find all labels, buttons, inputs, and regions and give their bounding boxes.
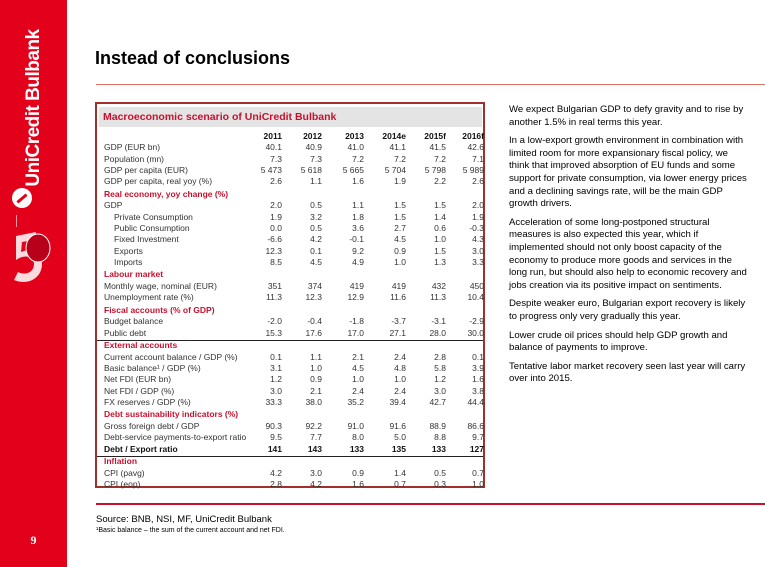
table-row [100,165,483,176]
cell-value: 0.7 [394,479,406,489]
cell-value: 5 989 [462,164,484,175]
cell-value: 9.5 [270,432,282,443]
cell-value: 91.0 [347,421,364,431]
cell-value: 7.7 [310,432,322,443]
cell-value: 8.8 [434,432,446,443]
cell-value: 1.0 [434,234,446,245]
cell-value: -6.6 [267,234,282,245]
cell-value: 2.4 [394,351,406,362]
cell-value: 3.3 [472,256,484,267]
cell-value: 1.2 [270,374,282,385]
cell-value: 0.7 [472,467,484,478]
cell-value: 17.6 [305,327,322,338]
cell-value: 39.4 [389,396,406,407]
cell-value: 12.3 [265,245,282,256]
cell-value: 41.0 [347,142,364,153]
brand-logo [12,8,56,208]
table-row [100,421,483,432]
column-header: 2015f [424,131,446,141]
cell-value: 4.2 [310,234,322,245]
cell-value: 9.2 [352,245,364,256]
cell-value: 41.1 [389,142,406,153]
table-row [100,444,483,455]
cell-value: 7.1 [472,153,484,164]
cell-value: 3.0 [310,467,322,478]
cell-value: 133 [431,443,446,454]
table-row [100,154,483,165]
section-heading: Labour market [104,269,164,280]
cell-value: 2.0 [270,200,282,211]
cell-value: 5.0 [394,432,406,443]
cell-value: 88.9 [429,421,446,431]
row-label: GDP (EUR bn) [104,142,161,153]
title-divider [96,84,765,85]
table-row [100,397,483,408]
cell-value: 3.0 [472,245,484,256]
cell-value: 2.7 [394,222,406,233]
cell-value: 7.3 [310,153,322,164]
row-label: Budget balance [104,316,164,327]
cell-value: 5 798 [424,164,446,175]
cell-value: 0.1 [472,351,484,362]
cell-value: 1.9 [394,176,406,187]
cell-value: 11.3 [430,292,446,303]
row-label: Basic balance¹ / GDP (%) [104,363,201,373]
row-label: GDP [104,200,123,211]
cell-value: 4.5 [310,256,322,267]
row-label: Net FDI (EUR bn) [104,374,172,385]
cell-value: -2.9 [469,316,484,327]
row-label: Population (mn) [104,153,165,164]
section-heading: Real economy, yoy change (%) [104,188,229,199]
column-header: 2016f [462,131,484,141]
cell-value: 1.3 [434,256,446,267]
table-row [100,257,483,268]
cell-value: 4.2 [270,467,282,478]
column-header: 2012 [303,131,322,141]
cell-value: 4.5 [352,363,364,373]
cell-value: 1.5 [394,200,406,211]
commentary-paragraph: In a low-export growth environment in combination with limited room for more expansionary fiscal policy, we think that improved absorption of EU funds and some support for private consumption, via lower energy prices and a declining savings rate, will be the main GDP growth drivers. [509,135,747,210]
cell-value: 10.4 [467,292,484,303]
cell-value: 2.6 [270,176,282,187]
cell-value: 2.6 [472,176,484,187]
cell-value: 143 [307,443,322,454]
cell-value: -3.7 [391,316,406,327]
cell-value: 38.0 [305,396,322,407]
cell-value: -1.8 [349,316,364,327]
column-header: 2011 [263,131,282,141]
page-number: 9 [30,533,37,547]
row-label: FX reserves / GDP (%) [104,396,191,407]
cell-value: 1.8 [352,211,364,222]
cell-value: 0.9 [352,467,364,478]
cell-value: 1.4 [434,211,446,222]
cell-value: 86.6 [467,421,484,431]
cell-value: 28.0 [429,327,446,338]
anniversary-50-years-icon [6,228,56,290]
cell-value: 3.8 [472,385,484,396]
cell-value: 1.0 [394,374,406,385]
column-header: 2013 [345,131,364,141]
cell-value: 7.3 [270,153,282,164]
commentary-paragraph: We expect Bulgarian GDP to defy gravity and to rise by another 1.5% in real terms this year. [509,104,744,128]
cell-value: 1.5 [434,245,446,256]
cell-value: 432 [431,280,446,291]
cell-value: 1.0 [310,363,322,373]
footer-divider [96,503,765,505]
cell-value: 7.2 [352,153,364,164]
row-label: Imports [114,256,143,267]
row-label: Exports [114,245,143,256]
cell-value: 1.0 [352,374,364,385]
cell-value: 44.4 [467,396,484,407]
cell-value: 0.3 [434,479,446,489]
cell-value: 4.3 [472,234,484,245]
cell-value: 3.2 [310,211,322,222]
cell-value: 42.7 [429,396,446,407]
table-row [100,281,483,292]
table-row [100,479,483,490]
commentary-paragraph: Acceleration of some long-postponed structural measures is also expected this year, which if implemented should not only boost capacity of the economy to produce more goods and services in the long run, but should also help to economic recovery and jobs creation via its positive impact on sentiments. [509,216,747,291]
cell-value: 127 [469,443,484,454]
cell-value: 2.8 [434,351,446,362]
cell-value: 9.7 [472,432,484,443]
cell-value: 3.0 [434,385,446,396]
cell-value: 40.1 [265,142,282,153]
table-row [100,200,483,211]
row-label: Unemployment rate (%) [104,292,194,303]
cell-value: 35.2 [347,396,364,407]
cell-value: 1.4 [394,467,406,478]
section-heading: External accounts [104,339,178,350]
cell-value: 419 [391,280,406,291]
cell-value: 1.5 [394,211,406,222]
cell-value: 2.4 [352,385,364,396]
cell-value: 8.0 [352,432,364,443]
footnote: ¹Basic balance – the sum of the current account and net FDI. [96,527,285,534]
brand-divider [16,215,17,227]
cell-value: 0.1 [310,245,322,256]
cell-value: 1.1 [310,351,322,362]
cell-value: 5 665 [342,164,364,175]
cell-value: 27.1 [389,327,406,338]
cell-value: -0.4 [307,316,322,327]
cell-value: 1.5 [434,200,446,211]
cell-value: 374 [307,280,322,291]
cell-value: 1.9 [472,211,484,222]
row-label: Public Consumption [114,222,190,233]
table-row [100,374,483,385]
table-row [100,386,483,397]
cell-value: 12.3 [305,292,322,303]
table-row [100,223,483,234]
cell-value: 4.8 [394,363,406,373]
section-heading: Fiscal accounts (% of GDP) [104,304,215,315]
table-row [100,432,483,443]
table-row [100,142,483,153]
cell-value: 3.6 [352,222,364,233]
cell-value: 0.1 [270,351,282,362]
cell-value: 42.6 [467,142,484,153]
cell-value: 30.0 [467,327,484,338]
source-note: Source: BNB, NSI, MF, UniCredit Bulbank [96,514,272,525]
cell-value: 4.2 [310,479,322,489]
table-row [100,246,483,257]
cell-value: 1.6 [352,479,364,489]
cell-value: 40.9 [305,142,322,153]
cell-value: 419 [349,280,364,291]
row-label: Gross foreign debt / GDP [104,421,200,431]
row-label: Debt / Export ratio [104,443,178,454]
cell-value: 7.2 [434,153,446,164]
cell-value: 0.9 [394,245,406,256]
section-divider [97,456,483,457]
table-row [100,212,483,223]
row-label: GDP per capita, real yoy (%) [104,176,213,187]
brand-name: UniCredit Bulbank [23,29,44,187]
cell-value: 2.1 [352,351,364,362]
cell-value: 5 704 [384,164,406,175]
section-heading: Debt sustainability indicators (%) [104,409,239,420]
cell-value: 41.5 [429,142,446,153]
cell-value: -0.3 [469,222,484,233]
table-row [100,328,483,339]
table-row [100,234,483,245]
cell-value: 11.6 [390,292,406,303]
row-label: Public debt [104,327,147,338]
commentary [509,104,749,392]
cell-value: 0.5 [310,200,322,211]
cell-value: 1.1 [352,200,364,211]
row-label: Private Consumption [114,211,193,222]
row-label: Debt-service payments-to-export ratio [104,432,247,443]
commentary-paragraph: Lower crude oil prices should help GDP growth and balance of payments to improve. [509,329,728,354]
table-row [100,292,483,303]
cell-value: 351 [267,280,282,291]
cell-value: 5 618 [300,164,322,175]
cell-value: 90.3 [265,421,282,431]
cell-value: -0.1 [349,234,364,245]
cell-value: 2.8 [270,479,282,489]
table-header-band [99,107,482,127]
cell-value: 0.5 [310,222,322,233]
row-label: Current account balance / GDP (%) [104,351,238,362]
cell-value: 4.9 [352,256,364,267]
column-header-row [100,131,483,142]
column-header: 2014e [382,131,406,141]
row-label: Net FDI / GDP (%) [104,385,175,396]
cell-value: 2.2 [434,176,446,187]
cell-value: 17.0 [347,327,364,338]
cell-value: 5.8 [434,363,446,373]
cell-value: 1.0 [472,479,484,489]
table-row [100,363,483,374]
table-title: Macroeconomic scenario of UniCredit Bulbank [103,111,337,123]
cell-value: 1.1 [310,176,322,187]
cell-value: 133 [349,443,364,454]
row-label: CPI (eop) [104,479,141,489]
cell-value: 33.3 [265,396,282,407]
cell-value: 450 [469,280,484,291]
cell-value: 4.5 [394,234,406,245]
cell-value: 141 [267,443,282,454]
cell-value: 5 473 [260,164,282,175]
cell-value: 0.9 [310,374,322,385]
cell-value: -2.0 [267,316,282,327]
macro-scenario-table [95,102,485,488]
cell-value: 11.3 [266,292,282,303]
section-heading: Inflation [104,455,138,466]
cell-value: 3.0 [270,385,282,396]
cell-value: 135 [391,443,406,454]
row-label: Monthly wage, nominal (EUR) [104,280,217,291]
cell-value: 1.2 [434,374,446,385]
row-label: GDP per capita (EUR) [104,164,188,175]
brand-sidebar [0,0,67,567]
cell-value: 12.9 [347,292,364,303]
commentary-paragraph: Despite weaker euro, Bulgarian export recovery is likely to progress only very gradually this year. [509,298,746,322]
table-row [100,176,483,187]
cell-value: 15.3 [265,327,282,338]
unicredit-logo-icon [12,188,32,208]
row-label: Fixed Investment [114,234,179,245]
cell-value: 0.5 [434,467,446,478]
cell-value: -3.1 [431,316,446,327]
table-row [100,468,483,479]
table-row [100,316,483,327]
cell-value: 1.9 [270,211,282,222]
cell-value: 0.0 [270,222,282,233]
table-row [100,352,483,363]
cell-value: 1.6 [472,374,484,385]
cell-value: 2.1 [310,385,322,396]
cell-value: 91.6 [389,421,406,431]
cell-value: 1.6 [352,176,364,187]
commentary-paragraph: Tentative labor market recovery seen last year will carry over into 2015. [509,360,746,385]
cell-value: 8.5 [270,256,282,267]
cell-value: 1.0 [394,256,406,267]
cell-value: 0.6 [434,222,446,233]
cell-value: 92.2 [305,421,322,431]
page-title: Instead of conclusions [95,48,291,68]
row-label: CPI (pavg) [104,467,145,478]
cell-value: 7.2 [394,153,406,164]
cell-value: 3.1 [270,363,282,373]
cell-value: 2.0 [472,200,484,211]
cell-value: 3.9 [472,363,484,373]
cell-value: 2.4 [394,385,406,396]
